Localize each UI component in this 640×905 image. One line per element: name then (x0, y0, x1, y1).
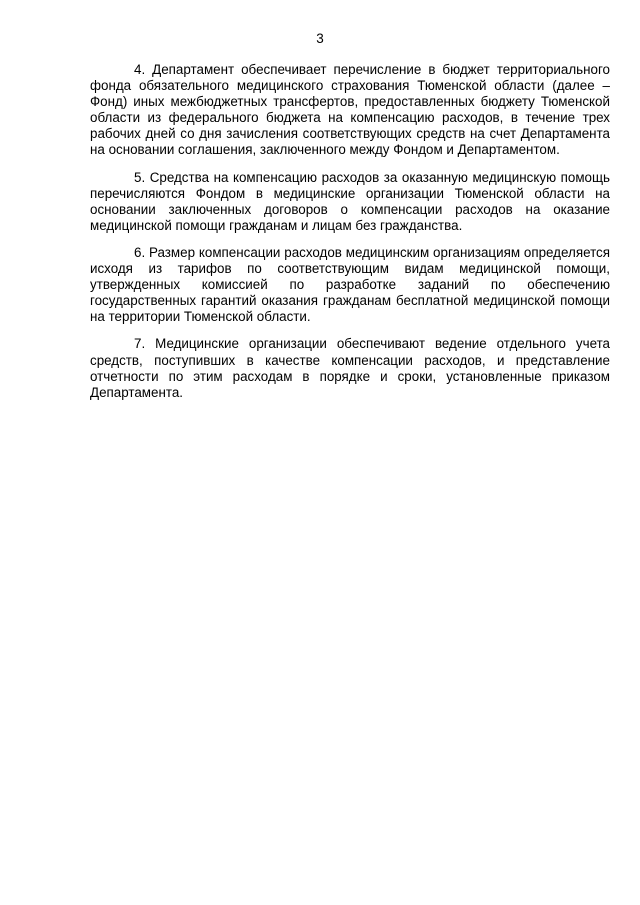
page-number: 3 (316, 31, 324, 46)
document-body (90, 62, 610, 412)
paragraph-7: 7. Медицинские организации обеспечивают ведение отдельного учета средств, поступивших в качестве компенсации расходов, и представление отчетности по этим расходам в порядке и сроки, установленные приказом Департамента. (90, 336, 610, 400)
paragraph-6: 6. Размер компенсации расходов медицинским организациям определяется исходя из тарифов по соответствующим видам медицинской помощи, утвержденных комиссией по разработке заданий по обеспечению государственных гарантий оказания гражданам бесплатной медицинской помощи на территории Тюменской области. (90, 244, 610, 325)
paragraph-4: 4. Департамент обеспечивает перечисление в бюджет территориального фонда обязательного медицинского страхования Тюменской области (далее – Фонд) иных межбюджетных трансфертов, предоставленных бюджету Тюменской области из федерального бюджета на компенсацию расходов, в течение трех рабочих дней со дня зачисления соответствующих средств на счет Департамента на основании соглашения, заключенного между Фондом и Департаментом. (90, 62, 610, 158)
paragraph-5: 5. Средства на компенсацию расходов за оказанную медицинскую помощь перечисляются Фондом в медицинские организации Тюменской области на основании заключенных договоров о компенсации расходов на оказание медицинской помощи гражданам и лицам без гражданства. (90, 169, 610, 233)
